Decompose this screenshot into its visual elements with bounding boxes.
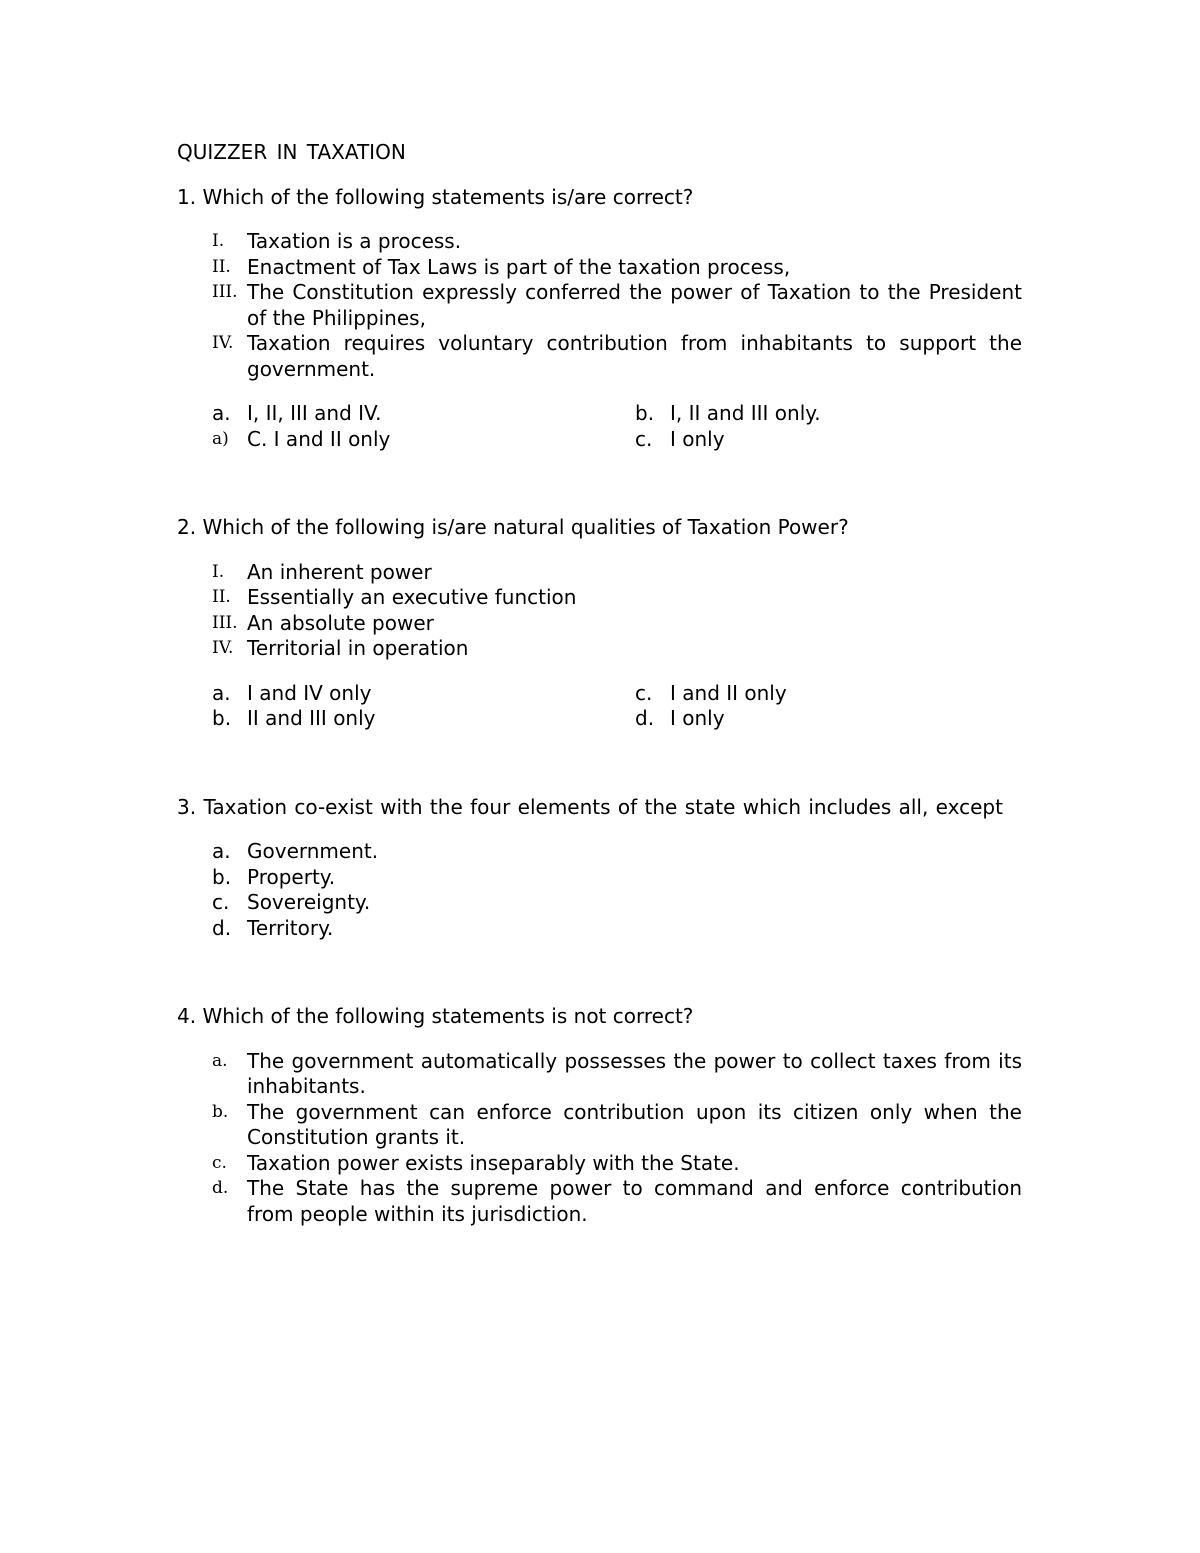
- answer-choice: [177, 916, 1022, 942]
- statement-item: [177, 560, 1022, 586]
- answer-choice: [177, 681, 635, 707]
- statement-text: An inherent power: [247, 559, 432, 584]
- choice-letter: a.: [212, 401, 231, 425]
- question-1: [177, 185, 1022, 453]
- choice-letter: a.: [212, 1050, 228, 1071]
- answer-choice: [635, 681, 1022, 707]
- question-prompt: 1. Which of the following statements is/are correct?: [177, 184, 694, 209]
- roman-numeral: III.: [212, 612, 238, 633]
- statement-item: [177, 280, 1022, 331]
- answer-choice: [177, 890, 1022, 916]
- choice-text: I, II, III and IV.: [247, 401, 382, 425]
- choice-text: The government automatically possesses the power to collect taxes from its inhabitants.: [247, 1048, 1022, 1098]
- answer-choice: [177, 1151, 1022, 1177]
- statement-text: The Constitution expressly conferred the power of Taxation to the President of the Philippines,: [247, 280, 1022, 330]
- statement-text: Enactment of Tax Laws is part of the taxation process,: [247, 254, 791, 279]
- choice-text: I, II and III only.: [670, 401, 821, 425]
- roman-numeral: I.: [212, 561, 225, 582]
- question-prompt: 4. Which of the following statements is not correct?: [177, 1004, 694, 1028]
- choice-text: I only: [670, 426, 725, 451]
- roman-numeral: III.: [212, 282, 238, 302]
- answer-choice-list: [177, 839, 1022, 941]
- roman-numeral: IV.: [212, 638, 234, 658]
- answer-choices: [177, 401, 1022, 452]
- answer-choice-list: [177, 1049, 1022, 1228]
- choice-letter: a): [212, 428, 229, 449]
- choice-letter: a.: [212, 839, 231, 863]
- answer-choices: [177, 681, 1022, 732]
- choice-letter: b.: [212, 706, 232, 730]
- question-prompt: 2. Which of the following is/are natural qualities of Taxation Power?: [177, 515, 849, 539]
- roman-numeral: II.: [212, 256, 231, 277]
- choice-text: I only: [670, 706, 725, 730]
- choice-text: I and IV only: [247, 680, 372, 705]
- answer-choice: [635, 401, 1022, 427]
- answer-choice: [177, 706, 635, 732]
- choice-text: II and III only: [247, 706, 376, 730]
- answer-choice: [177, 1176, 1022, 1227]
- statement-item: [177, 255, 1022, 281]
- choice-text: I and II only: [670, 680, 787, 705]
- statement-item: [177, 585, 1022, 611]
- answer-choice: [177, 427, 635, 453]
- choice-text: The government can enforce contribution upon its citizen only when the Constitution grants it.: [247, 1099, 1022, 1149]
- answer-choice: [177, 1100, 1022, 1151]
- choice-letter: d.: [212, 1178, 229, 1198]
- statement-text: Essentially an executive function: [247, 585, 577, 609]
- roman-numeral: IV.: [212, 333, 234, 353]
- choice-text: Property.: [247, 864, 336, 889]
- statement-text: Taxation is a process.: [247, 229, 462, 253]
- statement-text: Taxation requires voluntary contribution from inhabitants to support the government.: [247, 331, 1022, 381]
- question-3: [177, 795, 1022, 942]
- roman-numeral: I.: [212, 231, 225, 251]
- statement-list: [177, 560, 1022, 662]
- statement-item: [177, 229, 1022, 255]
- statement-list: [177, 229, 1022, 382]
- choice-letter: b.: [212, 864, 232, 889]
- answer-choice: [635, 427, 1022, 453]
- answer-choice: [177, 865, 1022, 891]
- question-prompt: 3. Taxation co-exist with the four elements of the state which includes all, except: [177, 794, 1003, 819]
- choice-text: The State has the supreme power to command and enforce contribution from people within its jurisdiction.: [247, 1176, 1022, 1226]
- statement-item: [177, 331, 1022, 382]
- question-4: [177, 1004, 1022, 1227]
- question-2: [177, 515, 1022, 732]
- statement-item: [177, 611, 1022, 637]
- choice-letter: a.: [212, 680, 231, 705]
- choice-letter: c.: [212, 890, 230, 914]
- document-page: [177, 140, 1022, 1290]
- choice-letter: b.: [635, 401, 655, 425]
- choice-letter: d.: [212, 915, 232, 940]
- answer-choice: [635, 706, 1022, 732]
- answer-choice: [177, 1049, 1022, 1100]
- answer-choice: [177, 839, 1022, 865]
- choice-letter: b.: [212, 1101, 229, 1122]
- choice-letter: c.: [635, 680, 653, 705]
- choice-text: Government.: [247, 839, 379, 863]
- answer-choice: [177, 401, 635, 427]
- statement-text: An absolute power: [247, 610, 434, 635]
- statement-item: [177, 636, 1022, 662]
- document-title: QUIZZER IN TAXATION: [177, 140, 406, 164]
- roman-numeral: II.: [212, 587, 231, 607]
- choice-letter: d.: [635, 706, 655, 730]
- choice-text: C. I and II only: [247, 426, 391, 451]
- choice-text: Sovereignty.: [247, 890, 371, 914]
- choice-text: Territory.: [247, 915, 334, 940]
- choice-text: Taxation power exists inseparably with the State.: [247, 1150, 740, 1175]
- statement-text: Territorial in operation: [247, 636, 469, 660]
- choice-letter: c.: [212, 1152, 227, 1173]
- choice-letter: c.: [635, 426, 653, 451]
